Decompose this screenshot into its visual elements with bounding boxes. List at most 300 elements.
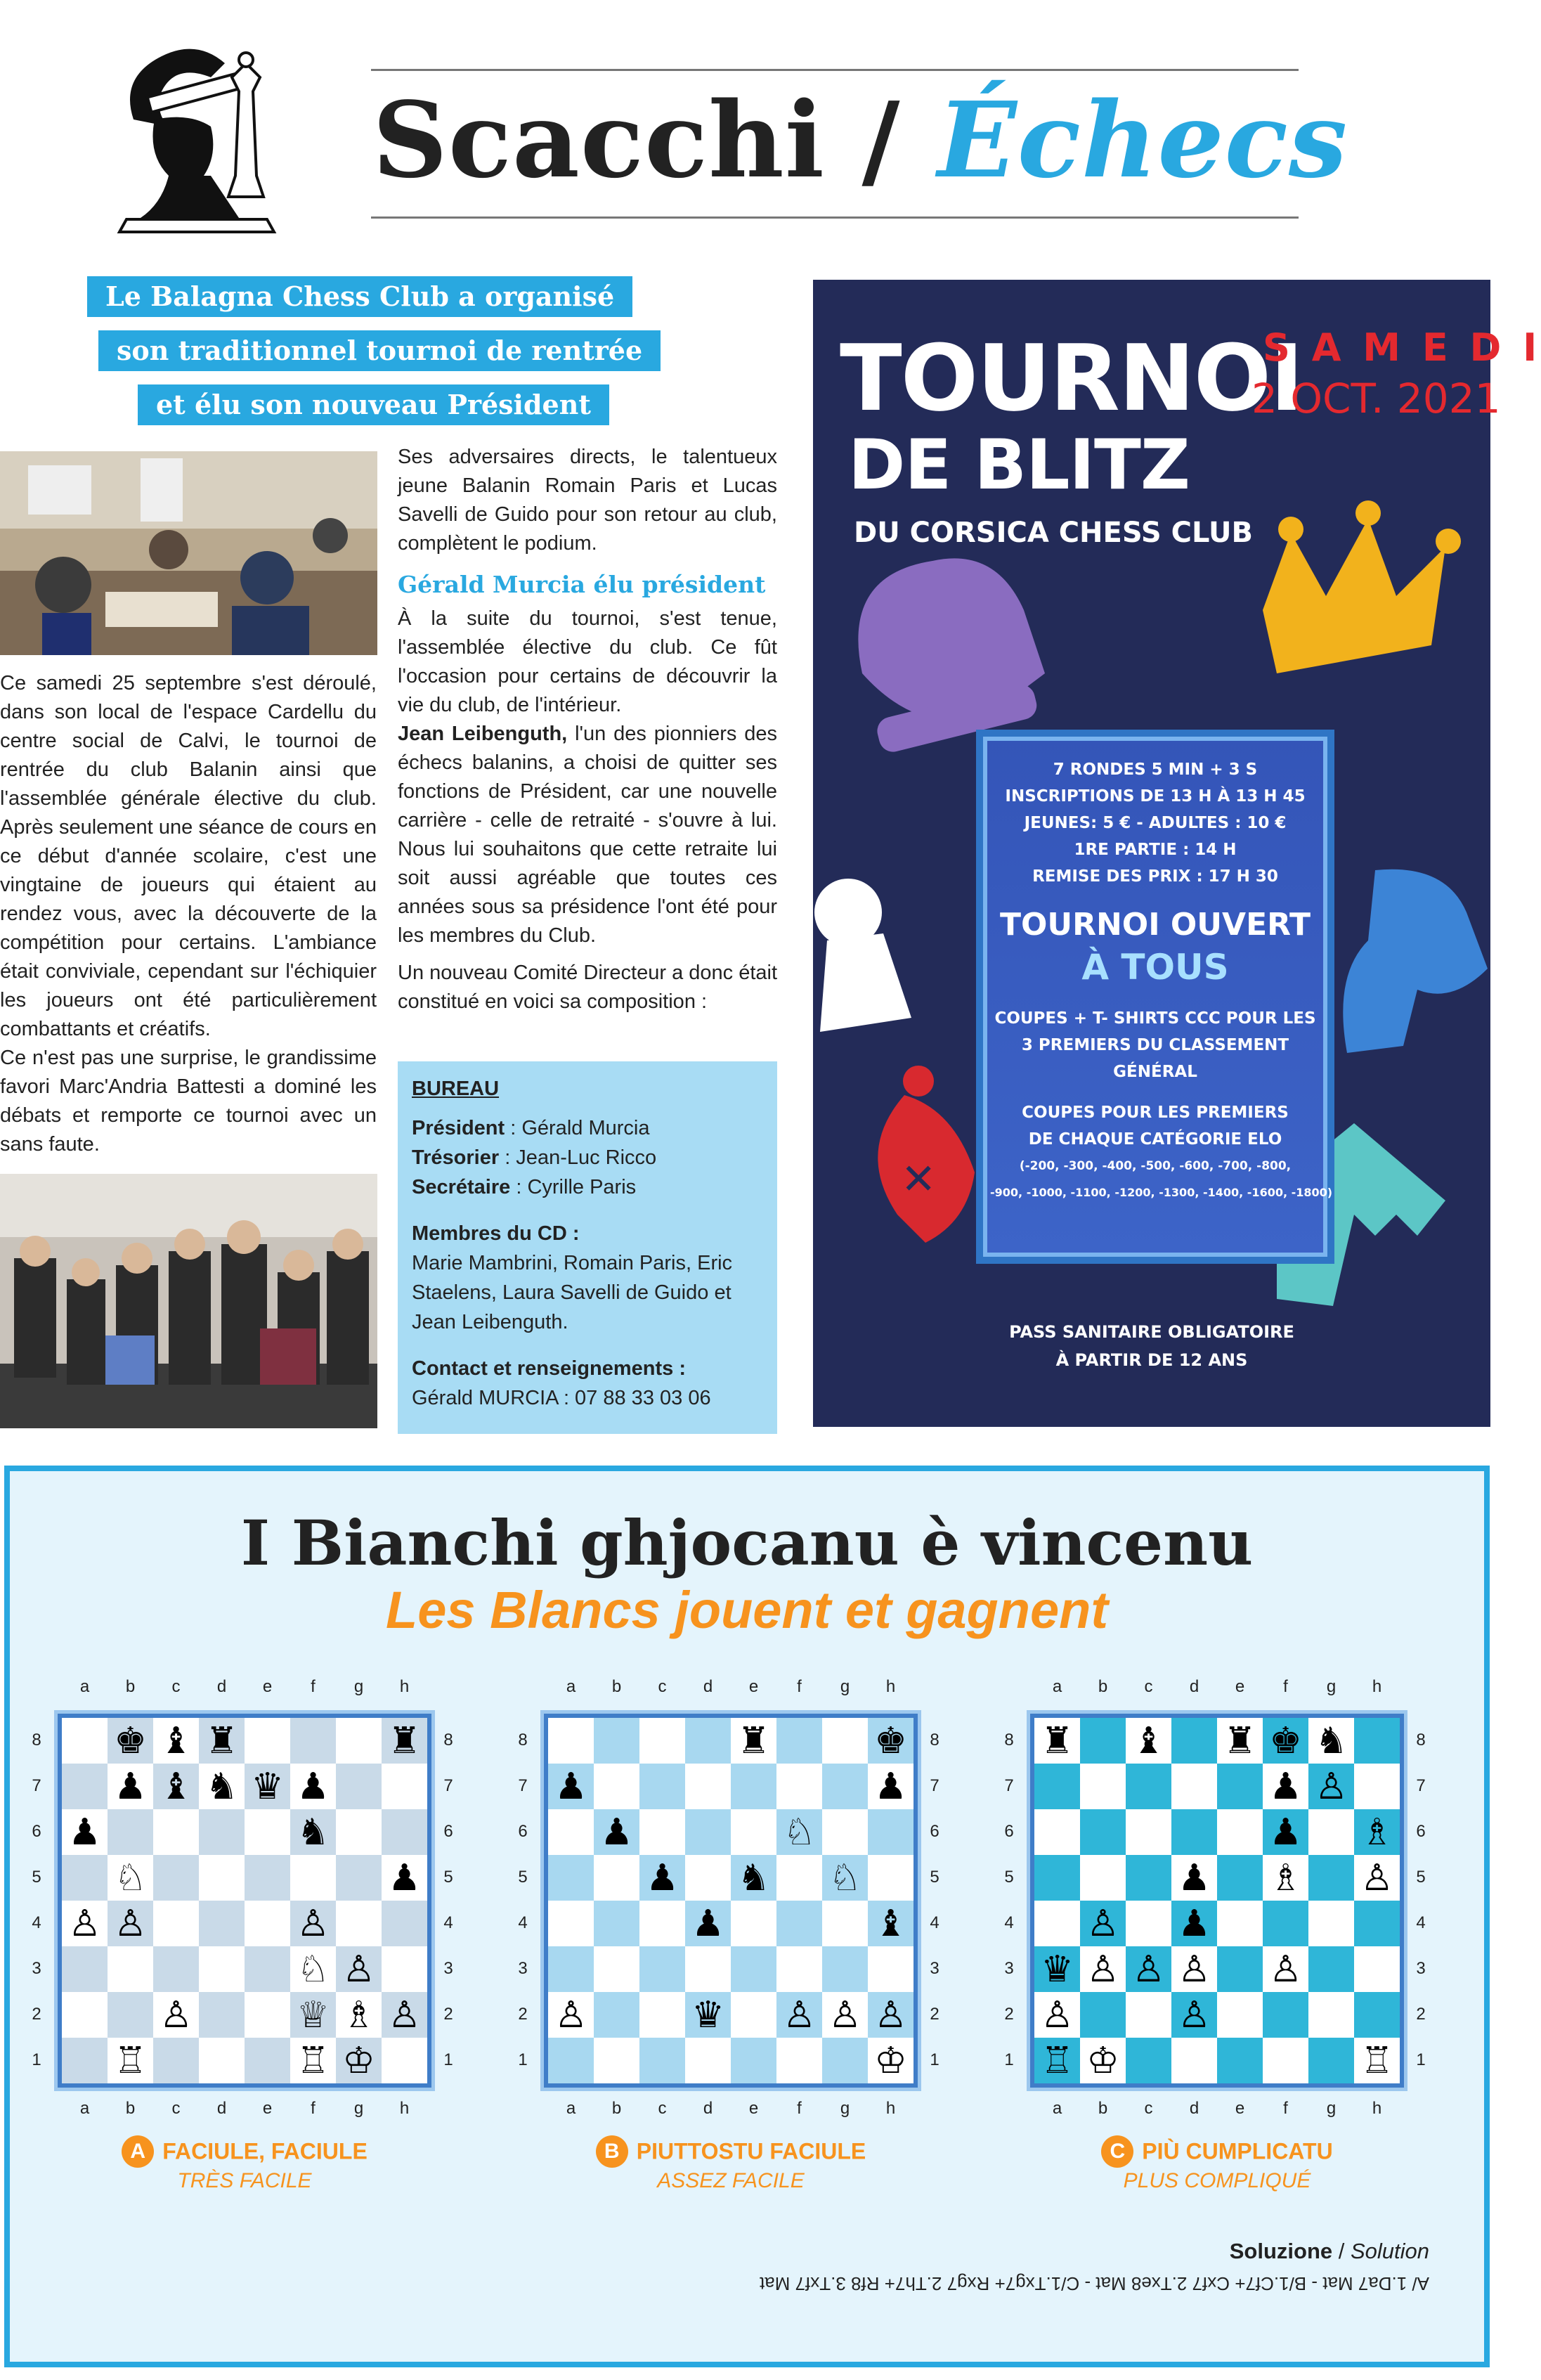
square-h7	[1354, 1764, 1400, 1809]
col1-para-1: Ce samedi 25 septembre s'est déroulé, dans son local de l'espace Cardellu du centre social de Calvi, le tournoi de rentrée du club Balanin ainsi que l'assemblée générale élective du club. Après seulement une séance de cours en ce début d'année scolaire, c'est une vingtaine de joueurs qui étaient au rendez vous, avec la découverte de la compétition pour certains. L'ambiance était conviviale, cependant sur l'échiquier les joueurs ont été particulièrement combattants et créatifs.	[0, 672, 377, 1040]
rank-label-left-5: 5	[518, 1868, 528, 1887]
bureau-president	[412, 1113, 763, 1143]
white-rook-h1: ♖	[1354, 2038, 1400, 2083]
square-a6	[548, 1809, 594, 1855]
col2-para-2	[398, 720, 777, 950]
square-d6	[1171, 1809, 1217, 1855]
black-knight-e5: ♞	[731, 1855, 776, 1901]
rank-label-left-1: 1	[1004, 2050, 1014, 2069]
rank-label-left-7: 7	[1004, 1776, 1014, 1795]
square-f5	[290, 1855, 336, 1901]
black-rook-d8: ♜	[199, 1718, 245, 1764]
bottom-rule	[371, 216, 1299, 219]
file-label-top-e: e	[262, 1677, 273, 1696]
square-c2	[639, 1992, 685, 2038]
square-b8	[1080, 1718, 1126, 1764]
level-translation: ASSEZ FACILE	[657, 2169, 805, 2192]
level-name: PIUTTOSTU FACIULE	[636, 2138, 866, 2164]
rank-label-right-3: 3	[443, 1959, 453, 1978]
black-pawn-a7: ♟	[548, 1764, 594, 1809]
col2-para-2-text: l'un des pionniers des échecs balanins, a choisi de quitter ses fonctions de Président, car une nouvelle carrière - celle de retraité - s'ouvre à lui. Nous lui souhaitons que cette retraite lui soit aussi agréable que toutes ces années sous sa présidence l'ont été pour les membres du Club.	[398, 723, 777, 947]
square-e2	[245, 1992, 290, 2038]
puzzle-section	[4, 1466, 1490, 2367]
white-king-h1: ♔	[868, 2038, 913, 2083]
black-bishop-h4: ♝	[868, 1901, 913, 1946]
square-a5	[62, 1855, 108, 1901]
cat-line-3: (-200, -300, -400, -500, -600, -700, -800,	[1019, 1159, 1292, 1173]
square-b7	[1080, 1764, 1126, 1809]
file-label-bottom-f: f	[797, 2099, 802, 2118]
chess-board-b	[544, 1714, 918, 2088]
col2-para-3: Un nouveau Comité Directeur a donc était constitué en voici sa composition :	[398, 962, 778, 1013]
square-h4	[382, 1901, 427, 1946]
square-c1	[639, 2038, 685, 2083]
col2-intro: Ses adversaires directs, le talentueux jeune Balanin Romain Paris et Lucas Savelli de Guido pour son retour au club, complètent le podium.	[398, 446, 777, 555]
rank-label-left-2: 2	[32, 2005, 41, 2024]
level-label-c	[1002, 2135, 1432, 2193]
rank-label-right-6: 6	[443, 1822, 453, 1841]
square-b5	[1080, 1855, 1126, 1901]
level-translation: PLUS COMPLIQUÉ	[1123, 2169, 1311, 2192]
square-g4	[336, 1901, 382, 1946]
solution-label	[1230, 2239, 1429, 2264]
square-f4	[776, 1901, 822, 1946]
rank-label-left-6: 6	[518, 1822, 528, 1841]
rank-label-right-2: 2	[443, 2005, 453, 2024]
square-c6	[153, 1809, 199, 1855]
square-e8	[245, 1718, 290, 1764]
white-pawn-h5: ♙	[1354, 1855, 1400, 1901]
square-f4	[1263, 1901, 1308, 1946]
rank-label-right-8: 8	[930, 1731, 939, 1750]
level-badge-icon: B	[596, 2135, 628, 2168]
white-bishop-f5: ♗	[1263, 1855, 1308, 1901]
puzzle-subtitle: Les Blancs jouent et gagnent	[386, 1581, 1108, 1639]
square-c1	[153, 2038, 199, 2083]
rank-label-right-3: 3	[1416, 1959, 1426, 1978]
file-label-top-c: c	[658, 1677, 667, 1696]
black-pawn-b7: ♟	[108, 1764, 153, 1809]
square-d4	[199, 1901, 245, 1946]
square-f1	[1263, 2038, 1308, 2083]
svg-text:✕: ✕	[901, 1155, 937, 1204]
white-pawn-a2: ♙	[548, 1992, 594, 2038]
puzzle-title: I Bianchi ghjocanu è vincenu	[240, 1506, 1254, 1579]
square-e4	[1217, 1901, 1263, 1946]
poster-info-box	[976, 730, 1334, 1264]
file-label-top-f: f	[311, 1677, 316, 1696]
rank-label-left-3: 3	[32, 1959, 41, 1978]
square-b2	[594, 1992, 639, 2038]
square-d8	[1171, 1718, 1217, 1764]
prize-line-2: 3 PREMIERS DU CLASSEMENT GÉNÉRAL	[1021, 1036, 1289, 1081]
square-c3	[153, 1946, 199, 1992]
rank-label-left-6: 6	[1004, 1822, 1014, 1841]
rank-label-left-1: 1	[32, 2050, 41, 2069]
level-translation: TRÈS FACILE	[177, 2169, 312, 2192]
square-g2	[1308, 1992, 1354, 2038]
black-queen-d2: ♛	[685, 1992, 731, 2038]
file-label-bottom-a: a	[1052, 2099, 1062, 2118]
square-b2	[1080, 1992, 1126, 2038]
white-pawn-f4: ♙	[290, 1901, 336, 1946]
tresorier-label: Trésorier	[412, 1146, 500, 1169]
file-label-top-h: h	[399, 1677, 410, 1696]
square-d6	[199, 1809, 245, 1855]
rank-label-left-5: 5	[1004, 1868, 1014, 1887]
black-rook-e8: ♜	[1217, 1718, 1263, 1764]
square-h5	[868, 1855, 913, 1901]
square-a4	[1034, 1901, 1080, 1946]
black-pawn-d4: ♟	[1171, 1901, 1217, 1946]
square-d2	[199, 1992, 245, 2038]
poster-date: 2 OCT. 2021	[1251, 375, 1501, 422]
file-label-bottom-e: e	[1235, 2099, 1245, 2118]
file-label-top-b: b	[611, 1677, 622, 1696]
square-c3	[639, 1946, 685, 1992]
square-e2	[731, 1992, 776, 2038]
file-label-top-f: f	[1283, 1677, 1288, 1696]
file-label-bottom-a: a	[79, 2099, 90, 2118]
square-c5	[1126, 1855, 1171, 1901]
white-pawn-b4: ♙	[1080, 1901, 1126, 1946]
file-label-top-g: g	[1326, 1677, 1337, 1696]
black-bishop-c8: ♝	[1126, 1718, 1171, 1764]
bureau-title: BUREAU	[412, 1078, 500, 1100]
article-col1	[0, 669, 377, 1159]
file-label-bottom-b: b	[1098, 2099, 1108, 2118]
rank-label-right-6: 6	[1416, 1822, 1426, 1841]
square-a3	[62, 1946, 108, 1992]
square-g5	[1308, 1855, 1354, 1901]
white-pawn-f2: ♙	[776, 1992, 822, 2038]
square-d1	[199, 2038, 245, 2083]
square-h7	[382, 1764, 427, 1809]
white-knight-b5: ♘	[108, 1855, 153, 1901]
square-g1	[822, 2038, 868, 2083]
rank-label-left-3: 3	[518, 1959, 528, 1978]
black-pawn-d4: ♟	[685, 1901, 731, 1946]
file-label-top-a: a	[79, 1677, 90, 1696]
square-f3	[776, 1946, 822, 1992]
info-line-2: INSCRIPTIONS DE 13 H À 13 H 45	[1005, 787, 1306, 806]
square-b8	[594, 1718, 639, 1764]
winners-photo-icon	[0, 1174, 377, 1428]
rank-label-left-8: 8	[32, 1731, 41, 1750]
square-c8	[639, 1718, 685, 1764]
black-pawn-b6: ♟	[594, 1809, 639, 1855]
square-e5	[245, 1855, 290, 1901]
info-line-1: 7 RONDES 5 MIN + 3 S	[1053, 761, 1258, 779]
white-pawn-b4: ♙	[108, 1901, 153, 1946]
square-d7	[685, 1764, 731, 1809]
white-rook-a1: ♖	[1034, 2038, 1080, 2083]
square-d8	[685, 1718, 731, 1764]
file-label-bottom-c: c	[1144, 2099, 1153, 2118]
square-g5	[336, 1855, 382, 1901]
black-knight-g8: ♞	[1308, 1718, 1354, 1764]
level-label-a	[30, 2135, 460, 2193]
square-g7	[336, 1764, 382, 1809]
black-pawn-d5: ♟	[1171, 1855, 1217, 1901]
square-h2	[1354, 1992, 1400, 2038]
club-logo	[105, 35, 288, 239]
rank-label-right-4: 4	[1416, 1913, 1426, 1932]
chess-board-a	[58, 1714, 431, 2088]
rank-label-right-4: 4	[443, 1913, 453, 1932]
rank-label-right-2: 2	[930, 2005, 939, 2024]
white-rook-b1: ♖	[108, 2038, 153, 2083]
info-line-4: 1RE PARTIE : 14 H	[1074, 841, 1237, 859]
rank-label-left-7: 7	[518, 1776, 528, 1795]
president-label: Président	[412, 1117, 505, 1139]
white-pawn-h2: ♙	[382, 1992, 427, 2038]
square-g4	[1308, 1901, 1354, 1946]
white-pawn-d3: ♙	[1171, 1946, 1217, 1992]
white-king-b1: ♔	[1080, 2038, 1126, 2083]
square-e1	[1217, 2038, 1263, 2083]
file-label-top-h: h	[885, 1677, 896, 1696]
file-label-bottom-h: h	[885, 2099, 896, 2118]
square-c1	[1126, 2038, 1171, 2083]
square-e1	[245, 2038, 290, 2083]
square-e7	[731, 1764, 776, 1809]
black-king-h8: ♚	[868, 1718, 913, 1764]
membres-list: Marie Mambrini, Romain Paris, Eric Staelens, Laura Savelli de Guido et Jean Leibenguth.	[412, 1252, 733, 1333]
square-g4	[822, 1901, 868, 1946]
square-h3	[382, 1946, 427, 1992]
file-label-bottom-b: b	[125, 2099, 136, 2118]
square-h6	[382, 1809, 427, 1855]
chess-board-c	[1030, 1714, 1404, 2088]
square-d6	[685, 1809, 731, 1855]
square-h3	[868, 1946, 913, 1992]
cat-line-1: COUPES POUR LES PREMIERS	[1022, 1104, 1289, 1122]
col1-para-2: Ce n'est pas une surprise, le grandissime favori Marc'Andria Battesti a dominé les débats et remporte ce tournoi avec un sans faute.	[0, 1047, 377, 1156]
square-e1	[731, 2038, 776, 2083]
file-label-top-a: a	[566, 1677, 576, 1696]
white-bishop-h6: ♗	[1354, 1809, 1400, 1855]
square-e3	[245, 1946, 290, 1992]
white-knight-f6: ♘	[776, 1809, 822, 1855]
black-pawn-f6: ♟	[1263, 1809, 1308, 1855]
col2-para-1: À la suite du tournoi, s'est tenue, l'assemblée élective du club. Ce fût l'occasion pour certains de découvrir la vie du club, de l'intérieur.	[398, 607, 777, 716]
square-d3	[199, 1946, 245, 1992]
col2-para-2-bold: Jean Leibenguth,	[398, 723, 568, 745]
square-a5	[548, 1855, 594, 1901]
square-a5	[1034, 1855, 1080, 1901]
file-label-top-c: c	[1144, 1677, 1153, 1696]
square-f8	[290, 1718, 336, 1764]
square-g3	[1308, 1946, 1354, 1992]
square-c6	[639, 1809, 685, 1855]
square-b5	[594, 1855, 639, 1901]
file-label-top-e: e	[748, 1677, 759, 1696]
file-label-bottom-d: d	[1189, 2099, 1199, 2118]
article-col2	[398, 443, 777, 1016]
file-label-top-g: g	[353, 1677, 364, 1696]
black-bishop-c8: ♝	[153, 1718, 199, 1764]
square-c6	[1126, 1809, 1171, 1855]
file-label-bottom-h: h	[1372, 2099, 1382, 2118]
level-name: FACIULE, FACIULE	[162, 2138, 368, 2164]
black-bishop-c7: ♝	[153, 1764, 199, 1809]
file-label-bottom-e: e	[262, 2099, 273, 2118]
file-label-bottom-g: g	[353, 2099, 364, 2118]
rank-label-left-4: 4	[32, 1913, 41, 1932]
cat-line-4: -900, -1000, -1100, -1200, -1300, -1400, -1600, -1800)	[990, 1186, 1333, 1199]
pass-line-1: PASS SANITAIRE OBLIGATOIRE	[1009, 1322, 1294, 1342]
poster-day: S A M E D I	[1263, 325, 1541, 370]
square-e6	[731, 1809, 776, 1855]
white-king-g1: ♔	[336, 2038, 382, 2083]
prize-line-1: COUPES + T- SHIRTS CCC POUR LES	[994, 1009, 1316, 1028]
square-a6	[1034, 1809, 1080, 1855]
file-label-top-g: g	[840, 1677, 850, 1696]
masthead-title	[372, 79, 1348, 201]
rank-label-left-8: 8	[1004, 1731, 1014, 1750]
square-a8	[62, 1718, 108, 1764]
open-line-1: TOURNOI OUVERT	[999, 907, 1311, 943]
file-label-top-b: b	[1098, 1677, 1108, 1696]
square-a2	[62, 1992, 108, 2038]
square-e3	[1217, 1946, 1263, 1992]
poster-title-3: DU CORSICA CHESS CLUB	[854, 517, 1253, 549]
contact-info: Gérald MURCIA : 07 88 33 03 06	[412, 1387, 711, 1409]
white-rook-f1: ♖	[290, 2038, 336, 2083]
square-h4	[1354, 1901, 1400, 1946]
file-label-bottom-c: c	[171, 2099, 181, 2118]
file-label-top-b: b	[125, 1677, 136, 1696]
black-pawn-a6: ♟	[62, 1809, 108, 1855]
president-name: : Gérald Murcia	[505, 1117, 650, 1139]
square-a1	[548, 2038, 594, 2083]
square-g6	[336, 1809, 382, 1855]
square-b6	[1080, 1809, 1126, 1855]
file-label-top-c: c	[171, 1677, 181, 1696]
contact-label: Contact et renseignements :	[412, 1357, 686, 1380]
rank-label-left-4: 4	[518, 1913, 528, 1932]
file-label-bottom-b: b	[611, 2099, 622, 2118]
photo-winners	[0, 1174, 377, 1428]
rank-label-right-5: 5	[443, 1868, 453, 1887]
rank-label-left-8: 8	[518, 1731, 528, 1750]
rank-label-right-4: 4	[930, 1913, 939, 1932]
rank-label-left-2: 2	[518, 2005, 528, 2024]
photo-tournament	[0, 451, 377, 655]
square-c5	[153, 1855, 199, 1901]
square-h3	[1354, 1946, 1400, 1992]
level-badge-icon: C	[1101, 2135, 1133, 2168]
square-c2	[1126, 1992, 1171, 2038]
white-pawn-c3: ♙	[1126, 1946, 1171, 1992]
square-g8	[822, 1718, 868, 1764]
top-rule	[371, 69, 1299, 71]
square-a7	[62, 1764, 108, 1809]
rank-label-right-8: 8	[443, 1731, 453, 1750]
file-label-top-f: f	[797, 1677, 802, 1696]
white-pawn-f3: ♙	[1263, 1946, 1308, 1992]
square-h8	[1354, 1718, 1400, 1764]
white-pawn-h2: ♙	[868, 1992, 913, 2038]
square-b4	[594, 1901, 639, 1946]
rank-label-right-7: 7	[443, 1776, 453, 1795]
solution-label-bold: Soluzione	[1229, 2239, 1333, 2263]
rank-label-left-3: 3	[1004, 1959, 1014, 1978]
square-d1	[685, 2038, 731, 2083]
level-badge-icon: A	[122, 2135, 154, 2168]
masthead-right: Échecs	[937, 79, 1348, 201]
square-h6	[868, 1809, 913, 1855]
white-pawn-g3: ♙	[336, 1946, 382, 1992]
square-f8	[776, 1718, 822, 1764]
file-label-bottom-d: d	[216, 2099, 227, 2118]
square-e6	[1217, 1809, 1263, 1855]
square-b2	[108, 1992, 153, 2038]
masthead-left: Scacchi /	[372, 79, 938, 201]
info-line-5: REMISE DES PRIX : 17 H 30	[1032, 867, 1278, 886]
square-c4	[1126, 1901, 1171, 1946]
square-e5	[1217, 1855, 1263, 1901]
white-pawn-g2: ♙	[822, 1992, 868, 2038]
rank-label-right-5: 5	[930, 1868, 939, 1887]
square-c4	[153, 1901, 199, 1946]
white-knight-f3: ♘	[290, 1946, 336, 1992]
blitz-poster	[813, 280, 1541, 1427]
square-a3	[548, 1946, 594, 1992]
level-label-b	[516, 2135, 946, 2193]
file-label-bottom-f: f	[311, 2099, 316, 2118]
file-label-bottom-h: h	[399, 2099, 410, 2118]
white-pawn-a2: ♙	[1034, 1992, 1080, 2038]
square-e3	[731, 1946, 776, 1992]
square-d1	[1171, 2038, 1217, 2083]
board-grid	[62, 1718, 427, 2083]
rank-label-right-1: 1	[930, 2050, 939, 2069]
headline-line-1: Le Balagna Chess Club a organisé	[87, 276, 632, 317]
square-g1	[1308, 2038, 1354, 2083]
file-label-top-d: d	[216, 1677, 227, 1696]
solution-text-upside-down: A/ 1.Da7 Mat - B/1.Cf7+ Cxf7 2.Txe8 Mat - C/1.Txg7+ Rxg7 2.Th7+ Rf8 3.Txf7 Mat	[760, 2273, 1429, 2294]
square-c7	[639, 1764, 685, 1809]
file-label-bottom-c: c	[658, 2099, 667, 2118]
file-label-bottom-g: g	[1326, 2099, 1337, 2118]
rank-label-right-7: 7	[930, 1776, 939, 1795]
square-d3	[685, 1946, 731, 1992]
file-label-top-e: e	[1235, 1677, 1245, 1696]
white-pawn-b3: ♙	[1080, 1946, 1126, 1992]
level-name: PIÙ CUMPLICATU	[1142, 2138, 1333, 2164]
white-pawn-c2: ♙	[153, 1992, 199, 2038]
white-knight-g5: ♘	[822, 1855, 868, 1901]
file-label-top-d: d	[1189, 1677, 1199, 1696]
bureau-box	[398, 1061, 777, 1434]
black-rook-e8: ♜	[731, 1718, 776, 1764]
poster-title-2: DE BLITZ	[848, 425, 1190, 505]
square-f1	[776, 2038, 822, 2083]
open-line-2: À TOUS	[1081, 947, 1229, 988]
square-c4	[639, 1901, 685, 1946]
white-queen-f2: ♕	[290, 1992, 336, 2038]
rank-label-right-8: 8	[1416, 1731, 1426, 1750]
rank-label-left-5: 5	[32, 1868, 41, 1887]
square-g6	[822, 1809, 868, 1855]
cat-line-2: DE CHAQUE CATÉGORIE ELO	[1028, 1130, 1282, 1149]
black-pawn-h7: ♟	[868, 1764, 913, 1809]
square-e7	[1217, 1764, 1263, 1809]
square-d5	[199, 1855, 245, 1901]
square-a4	[548, 1901, 594, 1946]
